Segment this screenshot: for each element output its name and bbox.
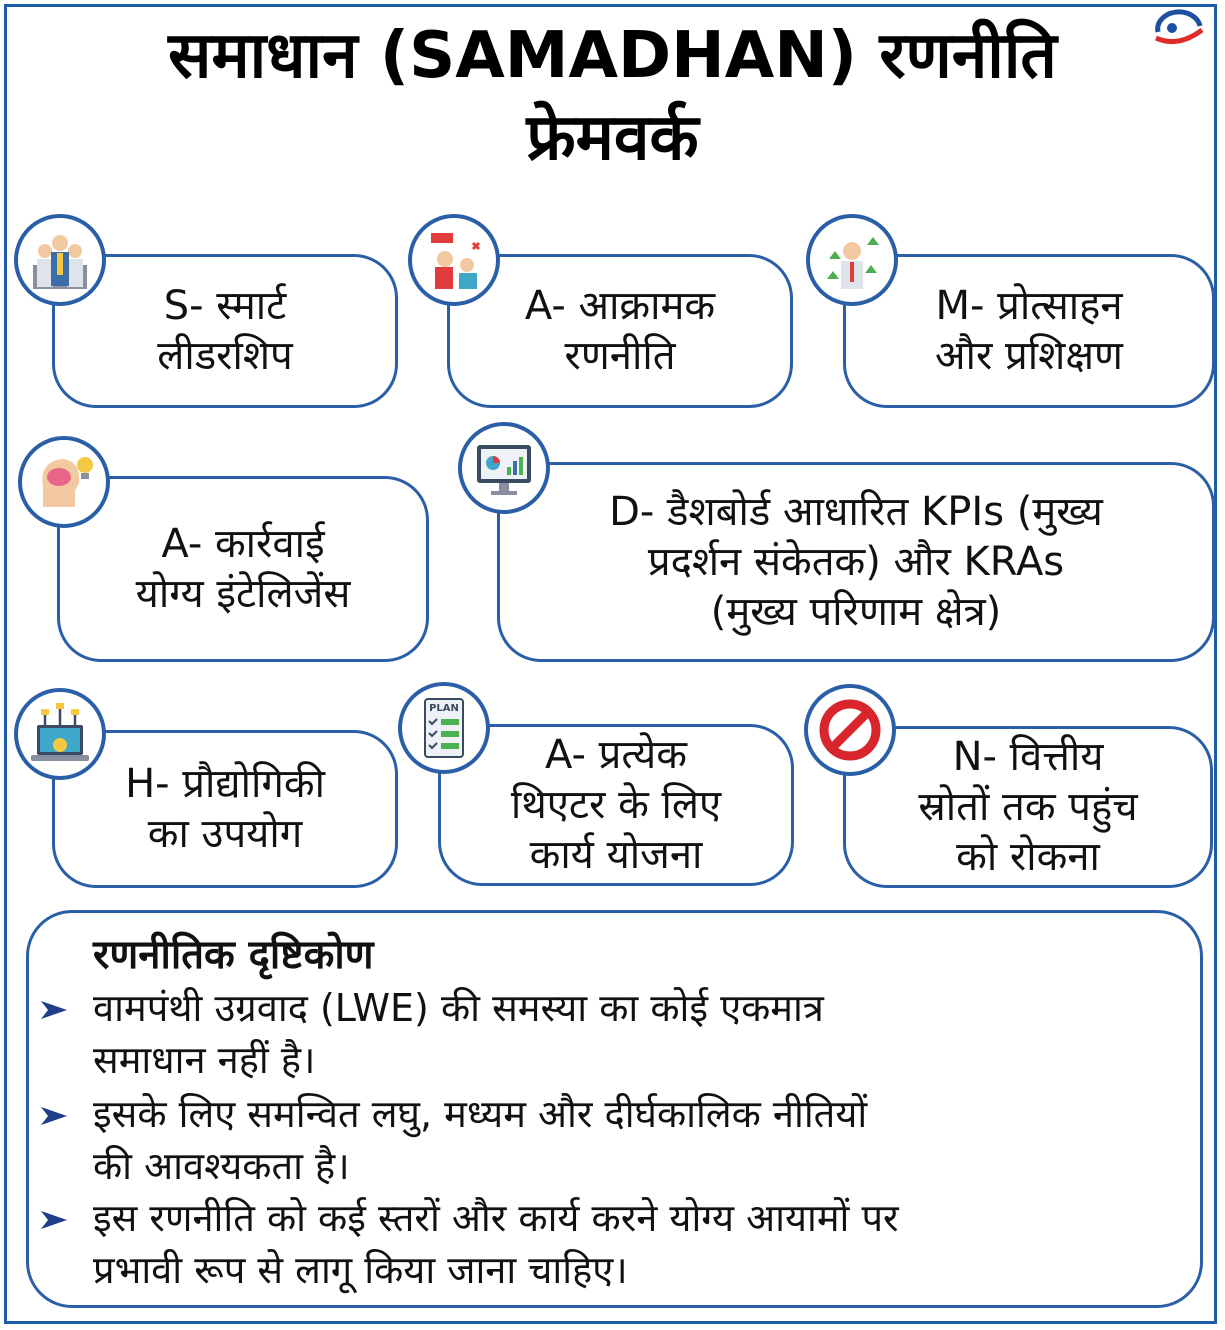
card-text-line: (मुख्य परिणाम क्षेत्र) — [710, 589, 1002, 635]
card-text-line: कार्य योजना — [529, 832, 703, 878]
arrow-bullet-icon — [39, 999, 69, 1021]
card-text-line: और प्रशिक्षण — [935, 333, 1123, 379]
approach-point-line: इसके लिए समन्वित लघु, मध्यम और दीर्घकालिक नीतियों — [93, 1092, 868, 1136]
card-aggressive-strategy — [447, 254, 793, 408]
card-motivation-training — [843, 254, 1215, 408]
card-technology-use — [52, 730, 398, 888]
card-dashboard-kpis — [497, 462, 1215, 662]
card-text-line: स्रोतों तक पहुंच — [918, 784, 1138, 830]
card-text-line: H- प्रौद्योगिकी — [125, 761, 325, 807]
card-text-line: लीडरशिप — [157, 333, 293, 379]
card-text-line: A- कार्रवाई — [161, 521, 325, 567]
card-text-line: M- प्रोत्साहन — [935, 283, 1123, 329]
prohibited-sign-icon — [804, 684, 896, 776]
brain-bulb-icon — [18, 436, 110, 528]
card-actionable-intelligence — [57, 476, 429, 662]
approach-point-line: समाधान नहीं है। — [93, 1038, 316, 1082]
card-text-line: N- वित्तीय — [952, 734, 1104, 780]
card-text-line: A- प्रत्येक — [545, 732, 687, 778]
laptop-gear-icon — [14, 688, 106, 780]
dashboard-monitor-icon — [458, 422, 550, 514]
arrow-bullet-icon — [39, 1105, 69, 1127]
motivation-arrows-icon — [806, 214, 898, 306]
card-text-line: थिएटर के लिए — [510, 782, 722, 828]
page-title-line1: समाधान (SAMADHAN) रणनीति — [168, 19, 1057, 93]
strategic-approach-box — [26, 910, 1203, 1308]
approach-point-line: की आवश्यकता है। — [93, 1144, 350, 1188]
card-text-line: D- डैशबोर्ड आधारित KPIs (मुख्य — [609, 489, 1103, 535]
card-text-line: को रोकना — [956, 834, 1100, 880]
arrow-bullet-icon — [39, 1209, 69, 1231]
approach-point-line: इस रणनीति को कई स्तरों और कार्य करने योग्य आयामों पर — [93, 1196, 899, 1240]
card-text-line: S- स्मार्ट — [163, 283, 287, 329]
card-block-finance — [843, 726, 1213, 888]
card-text-line: A- आक्रामक — [524, 283, 716, 329]
aggressive-strategy-icon — [408, 214, 500, 306]
leadership-group-icon — [14, 214, 106, 306]
plan-clipboard-icon — [398, 682, 490, 774]
card-action-plan — [438, 724, 794, 886]
plan-label: PLAN — [429, 703, 459, 714]
card-text-line: योग्य इंटेलिजेंस — [135, 571, 351, 617]
card-text-line: का उपयोग — [147, 811, 303, 857]
approach-heading: रणनीतिक दृष्टिकोण — [93, 932, 374, 978]
approach-point-line: वामपंथी उग्रवाद (LWE) की समस्या का कोई एकमात्र — [93, 986, 824, 1030]
card-text-line: प्रदर्शन संकेतक) और KRAs — [647, 539, 1065, 585]
card-smart-leadership — [52, 254, 398, 408]
page-title-line2: फ्रेमवर्क — [526, 101, 699, 175]
card-text-line: रणनीति — [564, 333, 676, 379]
approach-point-line: प्रभावी रूप से लागू किया जाना चाहिए। — [93, 1248, 628, 1292]
